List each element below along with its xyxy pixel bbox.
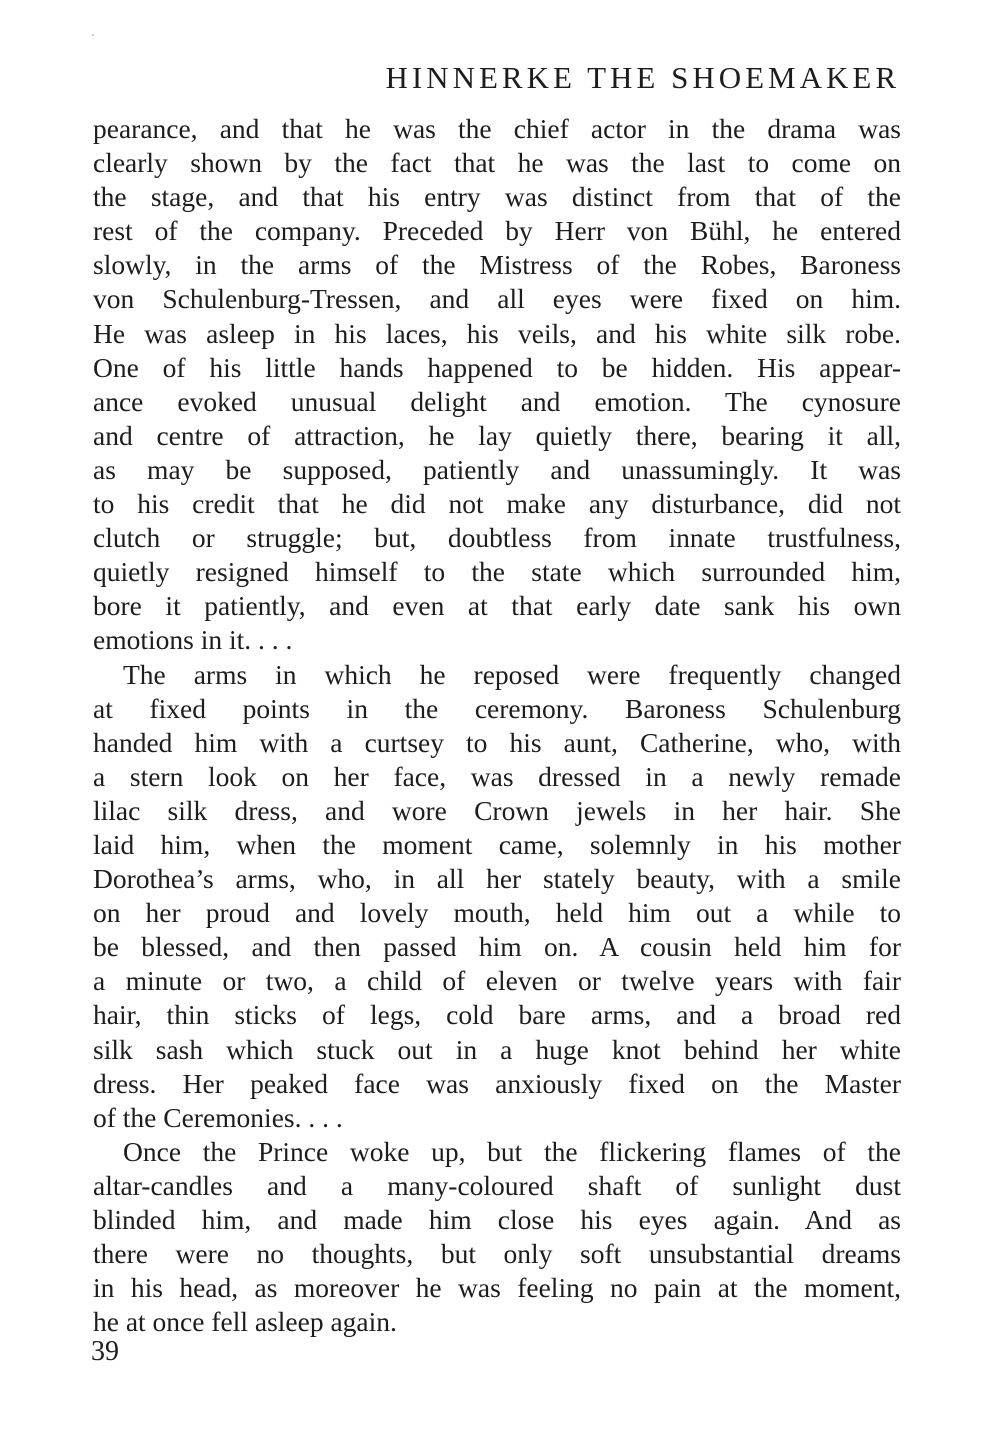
text-line: Dorothea’s arms, who, in all her stately beauty, with a smile bbox=[93, 863, 901, 895]
text-line: dress. Her peaked face was anxiously fixed on the Master bbox=[93, 1067, 901, 1099]
text-line: on her proud and lovely mouth, held him out a while to bbox=[93, 897, 901, 929]
text-line: rest of the company. Preceded by Herr von Bühl, he entered bbox=[93, 215, 901, 247]
text-line: von Schulenburg-Tressen, and all eyes were fixed on him. bbox=[93, 283, 901, 315]
text-line: lilac silk dress, and wore Crown jewels in her hair. She bbox=[93, 794, 901, 826]
text-line: clutch or struggle; but, doubtless from innate trustfulness, bbox=[93, 522, 901, 554]
text-line: clearly shown by the fact that he was the last to come on bbox=[93, 147, 901, 179]
text-line: He was asleep in his laces, his veils, and his white silk robe. bbox=[93, 317, 901, 349]
text-line: a stern look on her face, was dressed in a newly remade bbox=[93, 760, 901, 792]
running-head: HINNERKE THE SHOEMAKER bbox=[385, 60, 900, 95]
text-line: blinded him, and made him close his eyes again. And as bbox=[93, 1204, 901, 1235]
paragraph bbox=[93, 1135, 901, 1340]
text-line: silk sash which stuck out in a huge knot behind her white bbox=[93, 1033, 901, 1065]
text-line: emotions in it. . . . bbox=[93, 624, 293, 656]
text-line: be blessed, and then passed him on. A cousin held him for bbox=[93, 931, 901, 963]
page-number: 39 bbox=[91, 1336, 119, 1367]
margin-speck bbox=[92, 34, 94, 36]
paragraph bbox=[93, 658, 901, 1135]
text-line: in his head, as moreover he was feeling no pain at the moment, bbox=[93, 1272, 901, 1304]
text-line: at fixed points in the ceremony. Baroness Schulenburg bbox=[93, 692, 901, 724]
text-line: of the Ceremonies. . . . bbox=[93, 1101, 343, 1133]
text-line: a minute or two, a child of eleven or twelve years with fair bbox=[93, 965, 901, 997]
text-line: he at once fell asleep again. bbox=[93, 1306, 397, 1338]
text-line: pearance, and that he was the chief actor in the drama was bbox=[93, 113, 901, 144]
text-line: laid him, when the moment came, solemnly in his mother bbox=[93, 828, 901, 860]
text-line: slowly, in the arms of the Mistress of the Robes, Baroness bbox=[93, 249, 901, 281]
text-line: bore it patiently, and even at that early date sank his own bbox=[93, 590, 901, 622]
text-line: handed him with a curtsey to his aunt, Catherine, who, with bbox=[93, 726, 901, 758]
text-line: to his credit that he did not make any disturbance, did not bbox=[93, 488, 901, 520]
text-line: ance evoked unusual delight and emotion. The cynosure bbox=[93, 385, 901, 417]
text-line: and centre of attraction, he lay quietly there, bearing it all, bbox=[93, 419, 901, 451]
text-line: One of his little hands happened to be hidden. His appear- bbox=[93, 351, 901, 383]
text-line: as may be supposed, patiently and unassumingly. It was bbox=[93, 453, 901, 485]
text-line: The arms in which he reposed were frequently changed bbox=[123, 658, 901, 690]
paragraphs bbox=[93, 112, 901, 1339]
text-line: Once the Prince woke up, but the flickering flames of the bbox=[123, 1135, 901, 1167]
text-line: there were no thoughts, but only soft unsubstantial dreams bbox=[93, 1238, 901, 1270]
text-line: hair, thin sticks of legs, cold bare arms, and a broad red bbox=[93, 999, 901, 1031]
text-line: quietly resigned himself to the state which surrounded him, bbox=[93, 556, 901, 588]
text-line: the stage, and that his entry was distinct from that of the bbox=[93, 181, 901, 213]
body-text bbox=[93, 112, 901, 1339]
text-line: altar-candles and a many-coloured shaft of sunlight dust bbox=[93, 1169, 901, 1201]
paragraph bbox=[93, 112, 901, 658]
